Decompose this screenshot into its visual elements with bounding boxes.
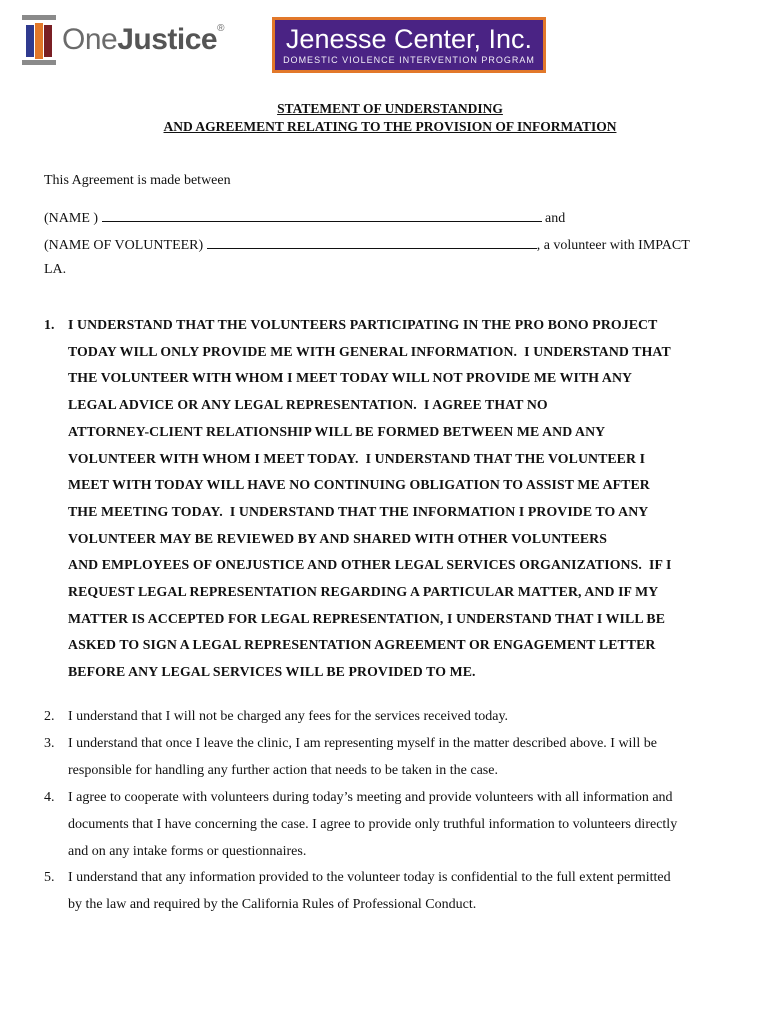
item-4-line: documents that I have concerning the case. I agree to provide only truthful information to volunteers directly — [68, 816, 678, 832]
volunteer-line-suffix: , a volunteer with IMPACT — [536, 238, 690, 253]
item-1-line: BEFORE ANY LEGAL SERVICES WILL BE PROVIDED TO ME. — [68, 664, 476, 680]
document-title-line-1: STATEMENT OF UNDERSTANDING — [277, 101, 503, 116]
item-5-text — [68, 865, 748, 919]
item-1-number: 1. — [44, 317, 55, 332]
item-5-number: 5. — [44, 870, 55, 885]
item-1-line: THE MEETING TODAY. I UNDERSTAND THAT THE INFORMATION I PROVIDE TO ANY — [68, 503, 649, 519]
name-line — [44, 208, 565, 227]
name-line-suffix: and — [545, 211, 566, 226]
item-1-line: I UNDERSTAND THAT THE VOLUNTEERS PARTICIPATING IN THE PRO BONO PROJECT — [68, 317, 658, 332]
volunteer-name-field[interactable] — [207, 235, 537, 249]
item-5-line: I understand that any information provided to the volunteer today is confidential to the full extent permitted — [68, 870, 671, 885]
onejustice-mark-icon — [22, 15, 58, 65]
volunteer-label: (NAME OF VOLUNTEER) — [44, 238, 204, 253]
item-3-number: 3. — [44, 736, 55, 751]
jenesse-logo-title: Jenesse Center, Inc. — [285, 24, 533, 54]
item-1-line: MEET WITH TODAY WILL HAVE NO CONTINUING OBLIGATION TO ASSIST ME AFTER — [68, 477, 650, 493]
item-3-line: I understand that once I leave the clinic, I am representing myself in the matter described above. I will be — [68, 736, 657, 751]
item-4-number: 4. — [44, 790, 55, 805]
intro-text: This Agreement is made between — [44, 173, 231, 188]
item-1-text — [68, 312, 748, 686]
item-1-line: ASKED TO SIGN A LEGAL REPRESENTATION AGREEMENT OR ENGAGEMENT LETTER — [68, 637, 656, 653]
jenesse-center-logo — [272, 17, 546, 73]
item-3-text — [68, 731, 748, 785]
item-3-line: responsible for handling any further action that needs to be taken in the case. — [68, 762, 498, 778]
item-5-line: by the law and required by the California Rules of Professional Conduct. — [68, 896, 477, 912]
name-field[interactable] — [102, 208, 542, 222]
item-1-line: MATTER IS ACCEPTED FOR LEGAL REPRESENTATION, I UNDERSTAND THAT I WILL BE — [68, 610, 666, 626]
item-2-text — [68, 704, 748, 731]
document-title-line-2: AND AGREEMENT RELATING TO THE PROVISION OF INFORMATION — [163, 119, 617, 134]
volunteer-line — [44, 235, 690, 254]
volunteer-line-wrap: LA. — [44, 262, 67, 277]
item-1-line: THE VOLUNTEER WITH WHOM I MEET TODAY WILL NOT PROVIDE ME WITH ANY — [68, 370, 633, 386]
item-1-line: AND EMPLOYEES OF ONEJUSTICE AND OTHER LEGAL SERVICES ORGANIZATIONS. IF I — [68, 557, 672, 573]
item-4-text — [68, 785, 748, 865]
item-4-line: I agree to cooperate with volunteers during today’s meeting and provide volunteers with all information and — [68, 790, 673, 805]
item-1-line: ATTORNEY-CLIENT RELATIONSHIP WILL BE FORMED BETWEEN ME AND ANY — [68, 423, 606, 439]
onejustice-logo — [22, 12, 224, 68]
item-1-line: REQUEST LEGAL REPRESENTATION REGARDING A PARTICULAR MATTER, AND IF MY — [68, 584, 659, 600]
item-4-line: and on any intake forms or questionnaires. — [68, 843, 307, 859]
item-1-line: LEGAL ADVICE OR ANY LEGAL REPRESENTATION. I AGREE THAT NO — [68, 397, 548, 413]
item-1-line: VOLUNTEER MAY BE REVIEWED BY AND SHARED WITH OTHER VOLUNTEERS — [68, 530, 608, 546]
name-label: (NAME ) — [44, 211, 99, 226]
item-1-line: TODAY WILL ONLY PROVIDE ME WITH GENERAL INFORMATION. I UNDERSTAND THAT — [68, 343, 671, 359]
item-2-number: 2. — [44, 709, 55, 724]
item-1-line: VOLUNTEER WITH WHOM I MEET TODAY. I UNDERSTAND THAT THE VOLUNTEER I — [68, 450, 646, 466]
jenesse-logo-subtitle: DOMESTIC VIOLENCE INTERVENTION PROGRAM — [283, 55, 535, 65]
onejustice-wordmark: OneJustice® — [62, 23, 224, 56]
item-2-line: I understand that I will not be charged any fees for the services received today. — [68, 709, 509, 724]
